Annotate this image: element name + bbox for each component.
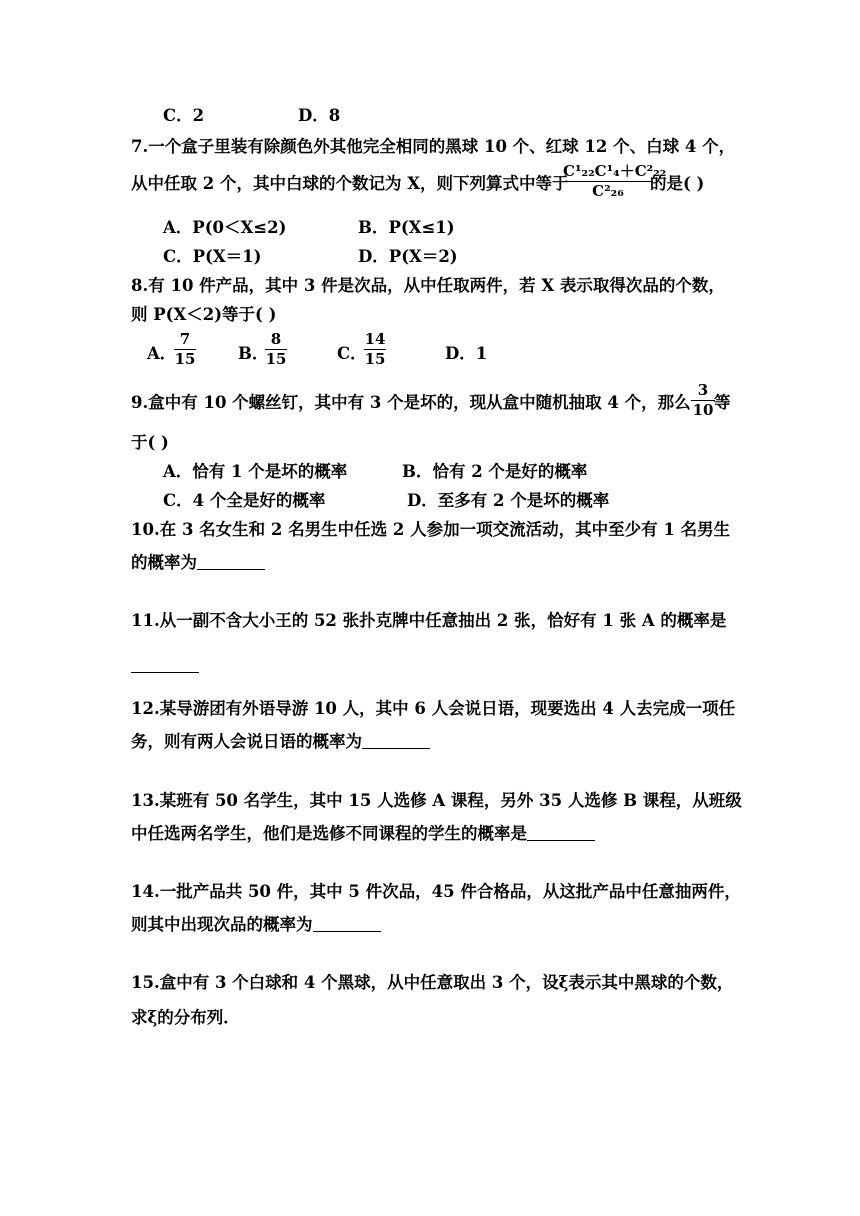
q8-option-c-denominator: 15 xyxy=(364,350,386,368)
q6-option-c: C．2 xyxy=(163,106,205,125)
q7-fraction-denominator: C²₂₆ xyxy=(592,182,624,200)
q9-fraction-numerator: 3 xyxy=(697,381,709,399)
q7-option-d: D．P(X＝2) xyxy=(358,247,458,266)
q10-line-1: 10.在 3 名女生和 2 名男生中任选 2 人参加一项交流活动，其中至少有 1 名男生 xyxy=(131,520,731,539)
q11-line-1: 11.从一副不含大小王的 52 张扑克牌中任意抽出 2 张，恰好有 1 张 A 的概率是 xyxy=(131,611,727,630)
q8-option-b-label: B． xyxy=(238,344,269,363)
q7-fraction-numerator: C¹₂₂C¹₄＋C²₂₂ xyxy=(563,162,667,180)
q9-fraction xyxy=(691,382,715,419)
q10-line-2 xyxy=(131,552,265,574)
answer-blank xyxy=(313,915,381,932)
q9-option-c: C．4 个全是好的概率 xyxy=(163,491,326,510)
q6-option-d: D．8 xyxy=(298,106,341,125)
q13-line-2-text: 中任选两名学生，他们是选修不同课程的学生的概率是 xyxy=(131,824,527,843)
q9-line-2: 于( ) xyxy=(131,433,169,452)
q14-line-1: 14.一批产品共 50 件，其中 5 件次品，45 件合格品，从这批产品中任意抽两件， xyxy=(131,882,741,901)
q15-line-1: 15.盒中有 3 个白球和 4 个黑球，从中任意取出 3 个，设ξ表示其中黑球的个数， xyxy=(131,973,734,992)
answer-blank xyxy=(527,824,595,841)
answer-blank xyxy=(131,656,199,673)
q8-line-1: 8.有 10 件产品，其中 3 件是次品，从中任取两件，若 X 表示取得次品的个数， xyxy=(131,276,725,295)
q15-line-2: 求ξ的分布列． xyxy=(131,1008,240,1027)
q7-line-1: 7.一个盒子里装有除颜色外其他完全相同的黑球 10 个、红球 12 个、白球 4 个， xyxy=(131,137,736,156)
q7-option-b: B．P(X≤1) xyxy=(358,218,455,237)
q9-option-a: A．恰有 1 个是坏的概率 xyxy=(163,462,348,481)
q9-line-1-pre: 9.盒中有 10 个螺丝钉，其中有 3 个是坏的，现从盒中随机抽取 4 个，那么 xyxy=(131,393,691,412)
q8-option-a-numerator: 7 xyxy=(179,330,191,348)
q8-option-b-numerator: 8 xyxy=(270,330,282,348)
q7-line-2-pre: 从中任取 2 个，其中白球的个数记为 X，则下列算式中等于 xyxy=(131,174,569,193)
q14-line-2-text: 则其中出现次品的概率为 xyxy=(131,915,313,934)
q8-option-c-fraction xyxy=(364,331,386,368)
q12-line-1: 12.某导游团有外语导游 10 人，其中 6 人会说日语，现要选出 4 人去完成一项任 xyxy=(131,699,736,718)
q8-option-a-label: A． xyxy=(147,344,177,363)
q9-option-d: D．至多有 2 个是坏的概率 xyxy=(407,491,610,510)
q8-option-c-label: C． xyxy=(337,344,367,363)
q8-option-a-denominator: 15 xyxy=(174,350,196,368)
q9-line-1-post: 等 xyxy=(714,393,731,412)
q8-option-a-fraction xyxy=(174,331,196,368)
q9-fraction-denominator: 10 xyxy=(692,401,714,419)
q12-line-2 xyxy=(131,731,430,753)
q13-line-2 xyxy=(131,823,595,845)
q7-fraction xyxy=(563,162,667,200)
q10-line-2-text: 的概率为 xyxy=(131,553,197,572)
q8-option-d: D．1 xyxy=(445,344,488,363)
q7-line-2-post: 的是( ) xyxy=(650,174,705,193)
q14-line-2 xyxy=(131,914,381,936)
q12-line-2-text: 务，则有两人会说日语的概率为 xyxy=(131,732,362,751)
q13-line-1: 13.某班有 50 名学生，其中 15 人选修 A 课程，另外 35 人选修 B 课程，从班级 xyxy=(131,791,742,810)
answer-blank xyxy=(362,732,430,749)
q7-option-a: A．P(0＜X≤2) xyxy=(163,218,287,237)
q8-option-b-denominator: 15 xyxy=(265,350,287,368)
q8-line-2: 则 P(X＜2)等于( ) xyxy=(131,305,277,324)
q8-option-b-fraction xyxy=(265,331,287,368)
answer-blank xyxy=(197,553,265,570)
q7-option-c: C．P(X＝1) xyxy=(163,247,262,266)
q9-option-b: B．恰有 2 个是好的概率 xyxy=(402,462,588,481)
q8-option-c-numerator: 14 xyxy=(364,330,386,348)
